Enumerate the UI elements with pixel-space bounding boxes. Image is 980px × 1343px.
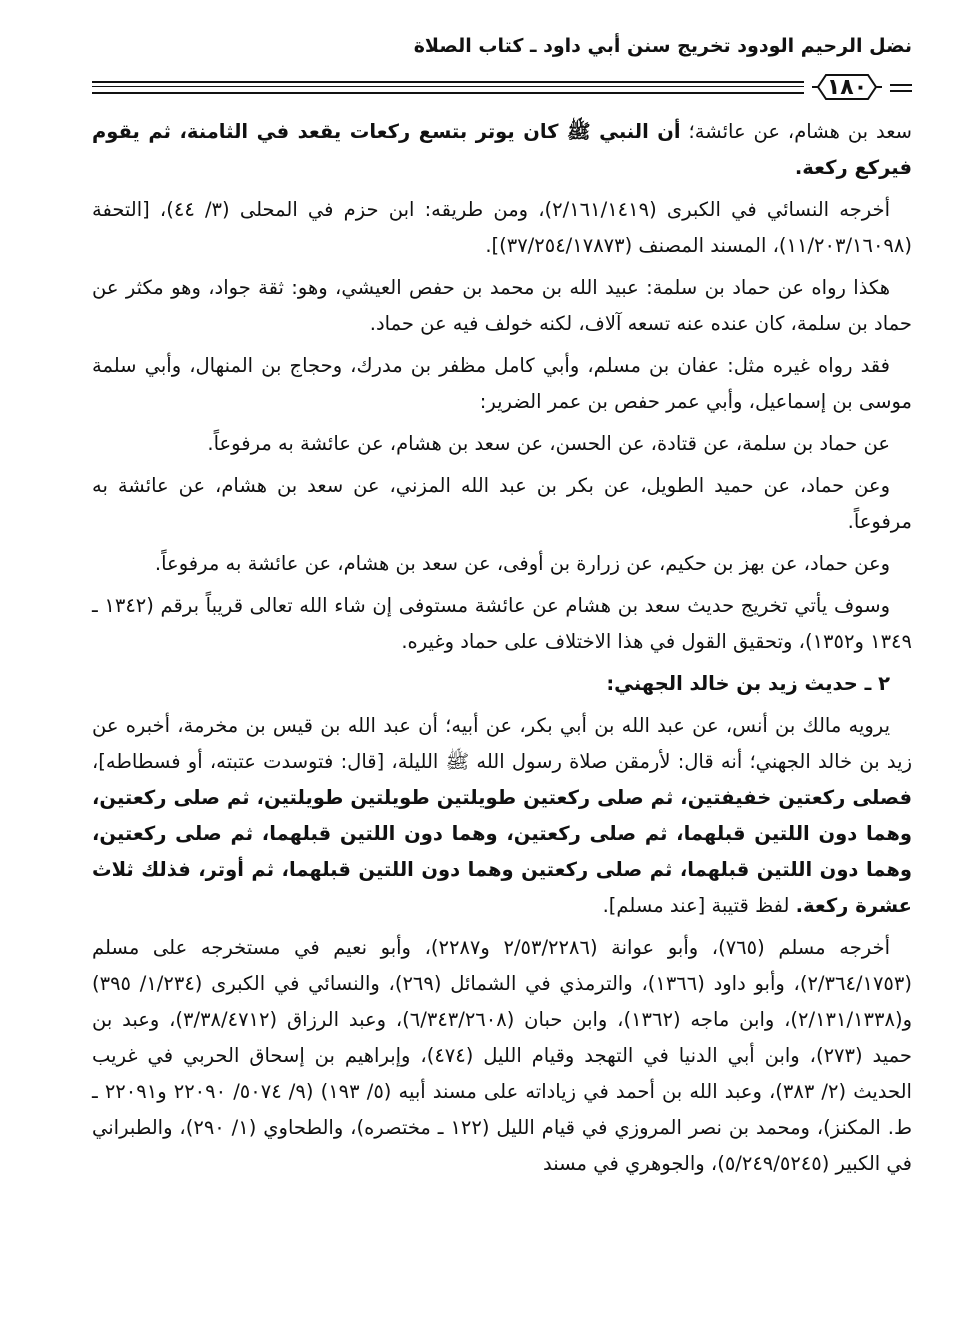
body-paragraph <box>92 348 912 420</box>
text-segment: سعد بن هشام، عن عائشة؛ <box>680 120 913 143</box>
text-segment: وعن حماد، عن بهز بن حكيم، عن زرارة بن أوفى، عن سعد بن هشام، عن عائشة به مرفوعاً. <box>154 552 890 575</box>
header-rule <box>890 84 912 86</box>
body-paragraph <box>92 426 912 462</box>
text-segment: عن حماد بن سلمة، عن قتادة، عن الحسن، عن سعد بن هشام، عن عائشة به مرفوعاً. <box>207 432 890 455</box>
page-number: ١٨٠ <box>826 74 868 100</box>
book-page <box>92 26 912 1326</box>
body-paragraph <box>92 192 912 264</box>
header-rule <box>92 92 804 94</box>
body-paragraph <box>92 114 912 186</box>
header-rule <box>92 86 804 87</box>
body-paragraph <box>92 588 912 660</box>
text-segment: وسوف يأتي تخريج حديث سعد بن هشام عن عائشة مستوفى إن شاء الله تعالى قريباً برقم (١٣٤٢ ـ ١٣٤٩ و١٣٥٢)، وتحقيق القول في هذا الاختلاف على حماد وغيره. <box>92 594 912 653</box>
body-paragraph <box>92 708 912 924</box>
text-segment: وعن حماد، عن حميد الطويل، عن بكر بن عبد الله المزني، عن سعد بن هشام، عن عائشة به مرفوعاً. <box>92 474 912 533</box>
section-heading <box>92 666 912 702</box>
text-segment: أخرجه مسلم (٧٦٥)، وأبو عوانة (٢/٥٣/٢٢٨٦ و٢٢٨٧)، وأبو نعيم في مستخرجه على مسلم (٢/٣٦٤/١٧٥٣)، وأبو داود (١٣٦٦)، والترمذي في الشمائل (٢٦٩)، والنسائي في الكبرى (١/٢٣٤/ ٣٩٥) و(٢/١٣١/١٣٣٨)، وابن ماجه (١٣٦٢)، وابن حبان (٦/٣٤٣/٢٦٠٨)، وعبد الرزاق (٣/٣٨/٤٧١٢)، وعبد بن حميد (٢٧٣)، وابن أبي الدنيا في التهجد وقيام الليل (٤٧٤)، وإبراهيم بن إسحاق الحربي في غريب الحديث (٢/ ٣٨٣)، وعبد الله بن أحمد في زياداته على مسند أبيه (٥/ ١٩٣) (٩/ ٥٠٧٤/ ٢٢٠٩٠ و٢٢٠٩١ ـ ط. المكنز)، ومحمد بن نصر المروزي في قيام الليل (١٢٢ ـ مختصره)، والطحاوي (١/ ٢٩٠)، والطبراني في الكبير (٥/٢٤٩/٥٢٤٥)، والجوهري في مسند <box>92 936 912 1175</box>
page-body <box>92 114 912 1188</box>
header-rule <box>92 81 804 83</box>
body-paragraph <box>92 270 912 342</box>
body-paragraph <box>92 468 912 540</box>
text-segment: يرويه مالك بن أنس، عن عبد الله بن أبي بكر، عن أبيه؛ أن عبد الله بن قيس بن مخرمة، أخبره عن زيد بن خالد الجهني؛ أنه قال: لأرمقن صلاة رسول الله ﷺ الليلة، [قال: فتوسدت عتبته، أو فسطاطه]، <box>92 714 912 773</box>
body-paragraph <box>92 930 912 1182</box>
body-paragraph <box>92 546 912 582</box>
bold-text-segment: أن النبي ﷺ كان يوتر بتسع ركعات يقعد في الثامنة، ثم يقوم فيركع ركعة. <box>92 120 912 179</box>
text-segment: فقد رواه غيره مثل: عفان بن مسلم، وأبي كامل مظفر بن مدرك، وحجاج بن المنهال، وأبي سلمة موسى بن إسماعيل، وأبي عمر حفص بن عمر الضرير: <box>92 354 912 413</box>
page-number-badge <box>810 71 884 103</box>
text-segment: هكذا رواه عن حماد بن سلمة: عبيد الله بن محمد بن حفص العيشي، وهو: ثقة جواد، وهو مكثر عن حماد بن سلمة، كان عنده عنه تسعه آلاف، لكنه خولف فيه عن حماد. <box>92 276 912 335</box>
bold-text-segment: ٢ ـ حديث زيد بن خالد الجهني: <box>606 672 890 695</box>
running-header <box>92 26 912 66</box>
text-segment: لفظ قتيبة [عند مسلم]. <box>602 894 796 917</box>
text-segment: أخرجه النسائي في الكبرى (٢/١٦١/١٤١٩)، ومن طريقه: ابن حزم في المحلى (٣/ ٤٤)، [التحفة (١١/٢٠٣/١٦٠٩٨)، المسند المصنف (٣٧/٢٥٤/١٧٨٧٣)]. <box>92 198 912 257</box>
running-header-title: نضل الرحيم الودود تخريج سنن أبي داود ـ كتاب الصلاة <box>413 35 912 57</box>
header-rule-area <box>92 66 912 110</box>
header-rule <box>890 90 912 92</box>
bold-text-segment: فصلى ركعتين خفيفتين، ثم صلى ركعتين طويلتين طويلتين طويلتين، ثم صلى ركعتين، وهما دون اللتين قبلهما، ثم صلى ركعتين، وهما دون اللتين قبلهما، ثم صلى ركعتين، وهما دون اللتين قبلهما، ثم صلى ركعتين وهما دون اللتين قبلهما، ثم أوتر، فذلك ثلاث عشرة ركعة. <box>92 786 912 917</box>
